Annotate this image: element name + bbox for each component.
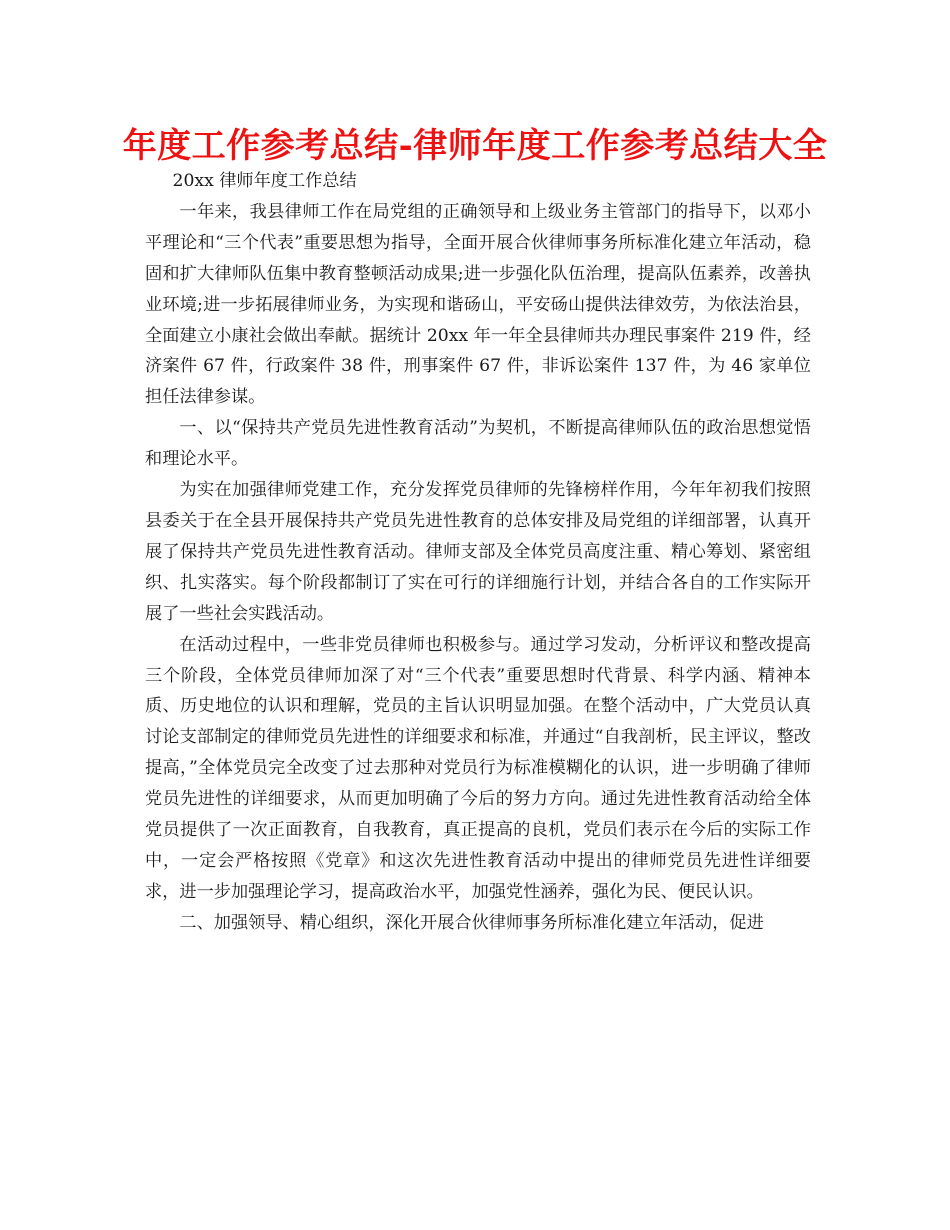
- document-body: [145, 166, 811, 939]
- document-title: 年度工作参考总结-律师年度工作参考总结大全: [122, 126, 828, 166]
- paragraph-intro: 一年来，我县律师工作在局党组的正确领导和上级业务主管部门的指导下，以邓小平理论和“三个代表”重要思想为指导，全面开展合伙律师事务所标准化建立年活动，稳固和扩大律师队伍集中教育整顿活动成果;进一步强化队伍治理，提高队伍素养，改善执业环境;进一步拓展律师业务，为实现和谐砀山，平安砀山提供法律效劳，为依法治县，全面建立小康社会做出奉献。据统计 20xx 年一年全县律师共办理民事案件 219 件，经济案件 67 件，行政案件 38 件，刑事案件 67 件，非诉讼案件 137 件，为 46 家单位担任法律参谋。: [145, 201, 811, 408]
- document-subtitle: 20xx 律师年度工作总结: [172, 171, 357, 191]
- section-heading-2: 二、加强领导、精心组织，深化开展合伙律师事务所标准化建立年活动，促进: [179, 912, 764, 933]
- section-heading-1: 一、以“保持共产党员先进性教育活动”为契机，不断提高律师队伍的政治思想觉悟和理论水平。: [145, 418, 811, 470]
- paragraph-party-building: 为实在加强律师党建工作，充分发挥党员律师的先锋榜样作用，今年年初我们按照县委关于在全县开展保持共产党员先进性教育的总体安排及局党组的详细部署，认真开展了保持共产党员先进性教育活动。律师支部及全体党员高度注重、精心筹划、紧密组织、扎实落实。每个阶段都制订了实在可行的详细施行计划，并结合各自的工作实际开展了一些社会实践活动。: [145, 480, 811, 624]
- paragraph-activity-process: 在活动过程中，一些非党员律师也积极参与。通过学习发动，分析评议和整改提高三个阶段，全体党员律师加深了对“三个代表”重要思想时代背景、科学内涵、精神本质、历史地位的认识和理解，党员的主旨认识明显加强。在整个活动中，广大党员认真讨论支部制定的律师党员先进性的详细要求和标准，并通过“自我剖析，民主评议，整改提高，”全体党员完全改变了过去那种对党员行为标准模糊化的认识，进一步明确了律师党员先进性的详细要求，从而更加明确了今后的努力方向。通过先进性教育活动给全体党员提供了一次正面教育，自我教育，真正提高的良机，党员们表示在今后的实际工作中，一定会严格按照《党章》和这次先进性教育活动中提出的律师党员先进性详细要求，进一步加强理论学习，提高政治水平，加强党性涵养，强化为民、便民认识。: [145, 634, 811, 902]
